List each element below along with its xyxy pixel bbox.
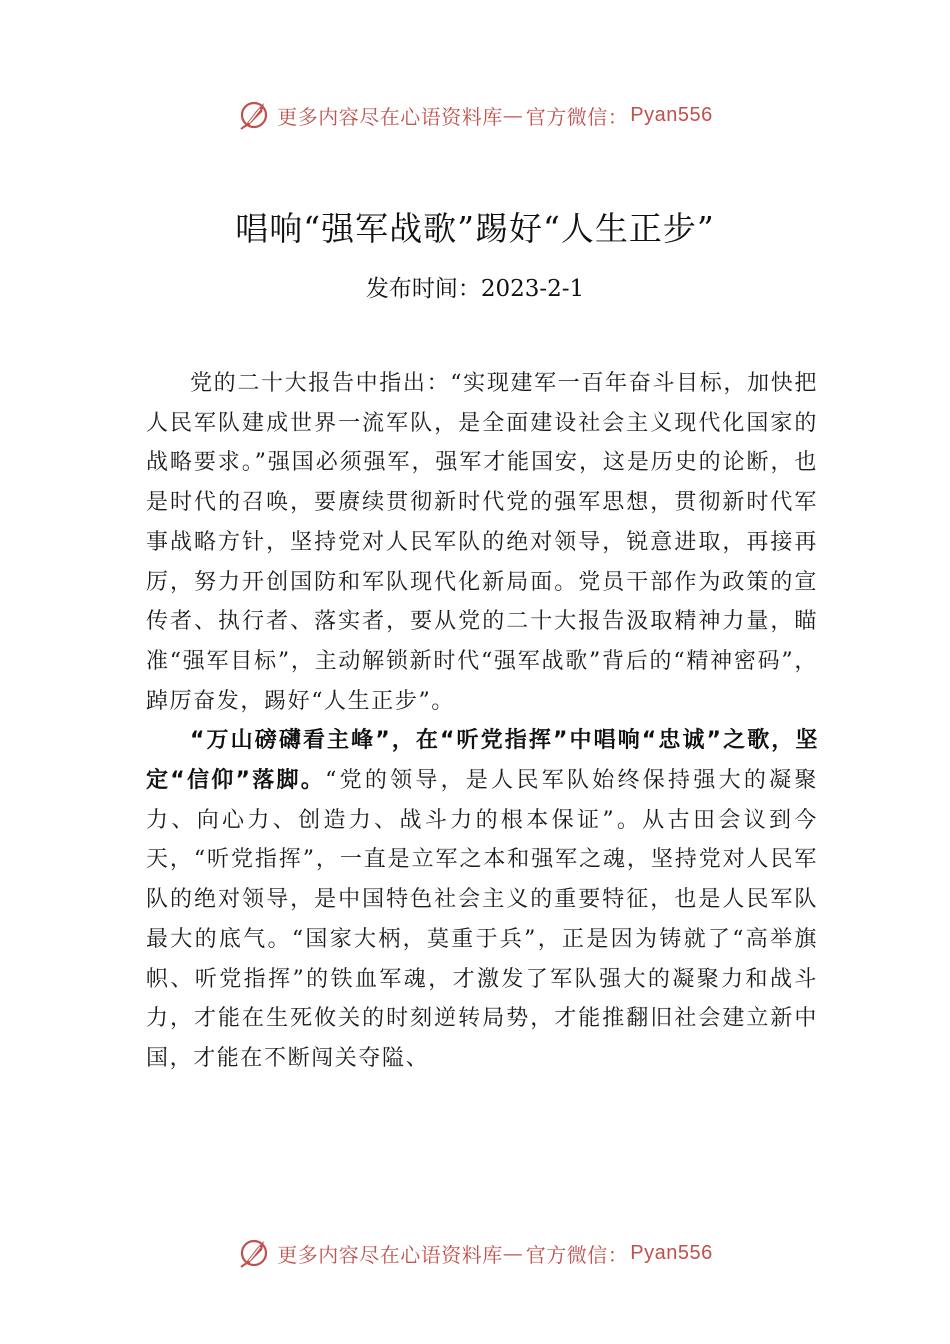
quill-pen-logo-icon [237, 97, 273, 133]
banner-wechat-id: Pyan556 [630, 103, 713, 126]
banner-wechat-id: Pyan556 [630, 1241, 713, 1264]
banner-separator: — [502, 1241, 526, 1265]
publish-date: 发布时间：2023-2-1 [365, 276, 585, 302]
article-body [146, 364, 818, 1079]
quill-pen-logo-icon [237, 1235, 273, 1271]
paragraph-2-text: “党的领导，是人民军队始终保持强大的凝聚力、向心力、创造力、战斗力的根本保证”。从古田会议到今天，“听党指挥”，一直是立军之本和强军之魂，坚持党对人民军队的绝对领导，是中国特色社会主义的重要特征，也是人民军队最大的底气。“国家大柄，莫重于兵”，正是因为铸就了“高举旗帜、听党指挥”的铁血军魂，才激发了军队强大的凝聚力和战斗力，才能在生死攸关的时刻逆转局势，才能推翻旧社会建立新中国，才能在不断闯关夺隘、 [146, 768, 818, 1071]
body-paragraph-2 [146, 721, 818, 1078]
paragraph-2-heading: “万山磅礴看主峰”，在“听党指挥”中唱响“忠诚”之歌，坚定“信仰”落脚。 [146, 728, 818, 794]
header-banner [0, 95, 950, 135]
body-paragraph-1: 党的二十大报告中指出：“实现建军一百年奋斗目标，加快把人民军队建成世界一流军队，是全面建设社会主义现代化国家的战略要求。”强国必须强军，强军才能国安，这是历史的论断，也是时代的召唤，要赓续贯彻新时代党的强军思想，贯彻新时代军事战略方针，坚持党对人民军队的绝对领导，锐意进取，再接再厉，努力开创国防和军队现代化新局面。党员干部作为政策的宣传者、执行者、落实者，要从党的二十大报告汲取精神力量，瞄准“强军目标”，主动解锁新时代“强军战歌”背后的“精神密码”，踔厉奋发，踢好“人生正步”。 [146, 371, 818, 714]
banner-wechat-label: 官方微信： [525, 1242, 629, 1267]
footer-banner [0, 1233, 950, 1273]
banner-wechat-label: 官方微信： [525, 104, 629, 129]
banner-brand-text: 更多内容尽在心语资料库 [277, 104, 503, 129]
banner-brand-text: 更多内容尽在心语资料库 [277, 1242, 503, 1267]
article-title: 唱响“强军战歌”踢好“人生正步” [235, 209, 715, 248]
banner-separator: — [502, 103, 526, 127]
